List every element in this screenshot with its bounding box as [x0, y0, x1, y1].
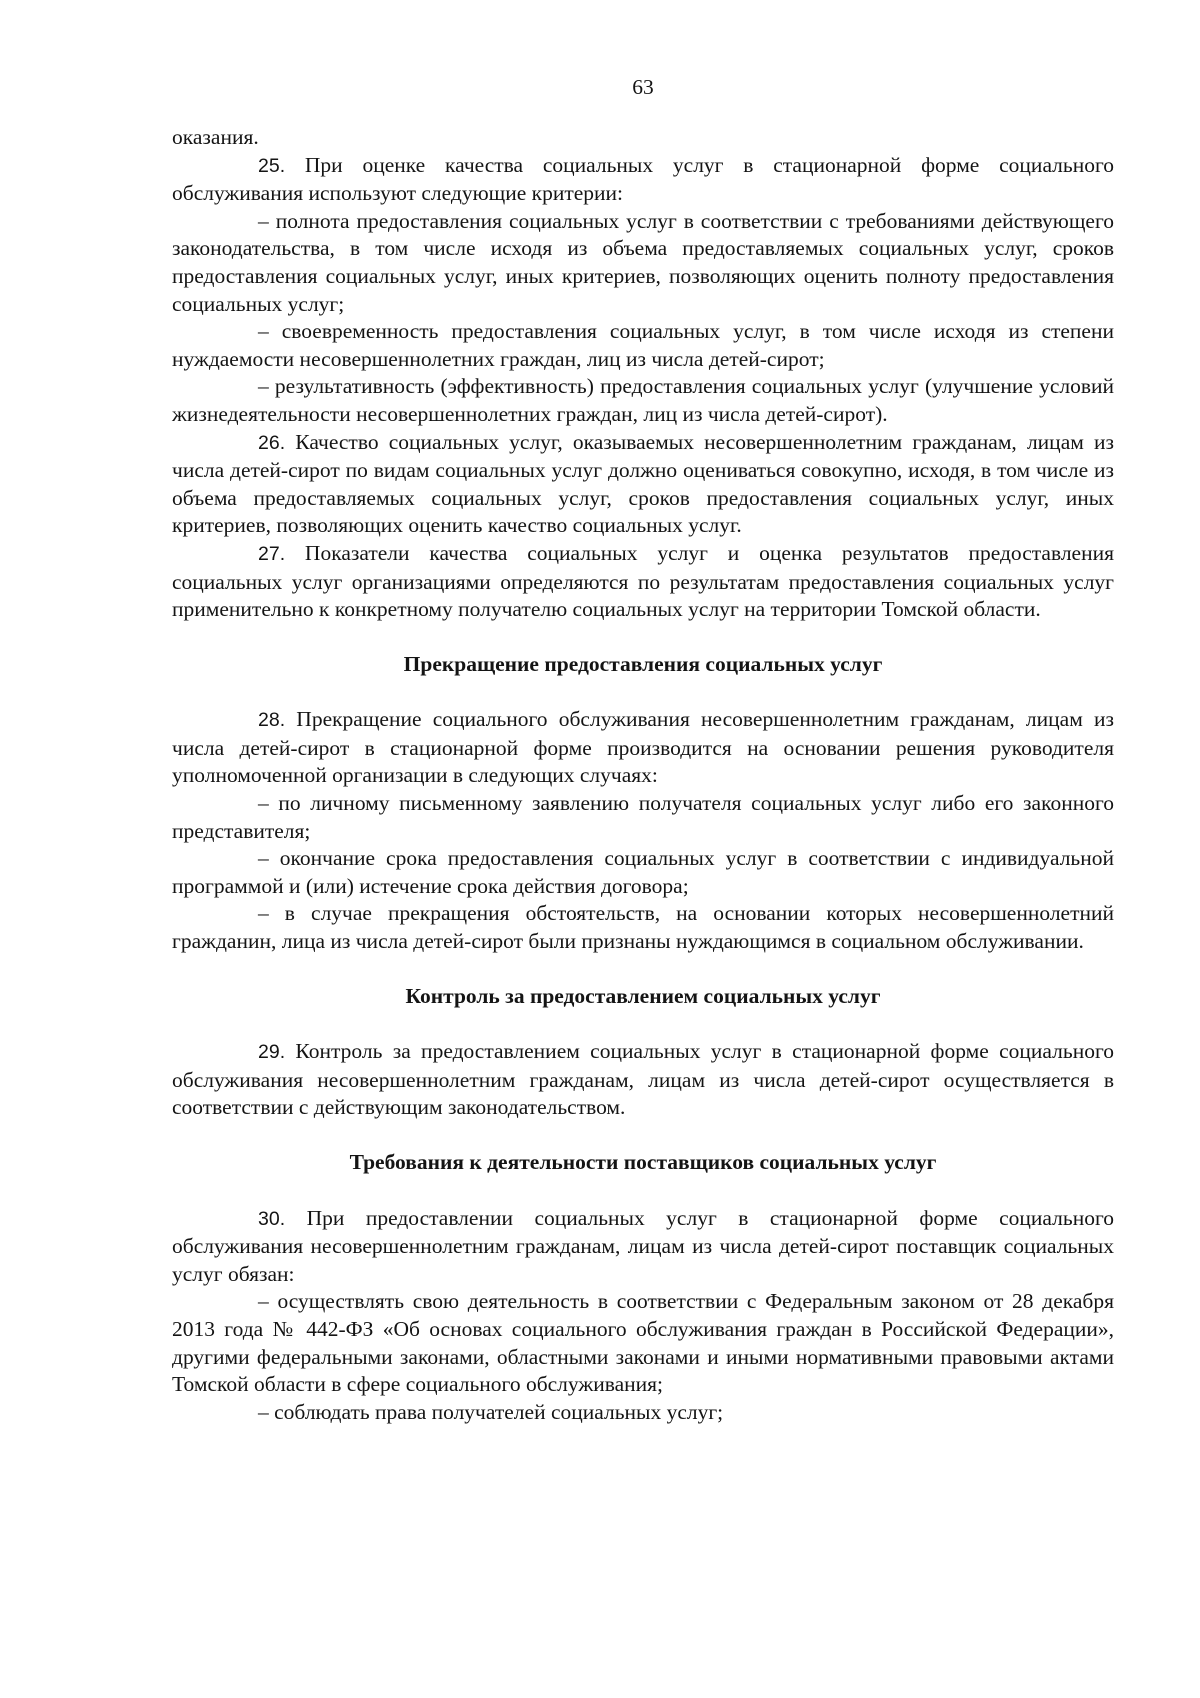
paragraph-number: 25.	[258, 154, 286, 177]
lead-text: оказания.	[172, 125, 259, 149]
document-section	[172, 152, 1114, 624]
document-section	[172, 983, 1114, 1122]
paragraph-text: – полнота предоставления социальных услуг в соответствии с требованиями действующего законодательства, в том числе исходя из объема предоставляемых социальных услуг, сроков предоставления социальных услуг, иных критериев, позволяющих оценить полноту предоставления социальных услуг;	[172, 208, 1114, 316]
section-heading: Требования к деятельности поставщиков социальных услуг	[349, 1150, 937, 1174]
list-item	[172, 208, 1114, 318]
paragraph-text: При оценке качества социальных услуг в стационарной форме социального обслуживания используют следующие критерии:	[172, 152, 1114, 206]
list-item	[172, 790, 1114, 845]
list-item	[172, 1288, 1114, 1398]
paragraph-text: – окончание срока предоставления социальных услуг в соответствии с индивидуальной программой и (или) истечение срока действия договора;	[172, 846, 1114, 898]
list-item	[172, 845, 1114, 900]
paragraph-number: 30.	[258, 1207, 286, 1230]
paragraph-text: – по личному письменному заявлению получателя социальных услуг либо его законного представителя;	[172, 791, 1114, 843]
paragraph-text: Качество социальных услуг, оказываемых несовершеннолетним гражданам, лицам из числа детей-сирот по видам социальных услуг должно оцениваться совокупно, исходя, в том числе из объема предоставляемых социальных услуг, сроков предоставления социальных услуг, иных критериев, позволяющих оценить качество социальных услуг.	[172, 429, 1114, 538]
document-page	[172, 0, 1114, 1698]
list-item	[172, 373, 1114, 428]
paragraph-number: 28.	[258, 709, 286, 732]
numbered-paragraph	[172, 152, 1114, 208]
numbered-paragraph	[172, 1038, 1114, 1122]
paragraph-number: 29.	[258, 1041, 286, 1064]
document-body	[172, 124, 1114, 1426]
paragraph-text: – своевременность предоставления социальных услуг, в том числе исходя из степени нуждаемости несовершеннолетних граждан, лиц из числа детей-сирот;	[172, 319, 1114, 371]
paragraph-number: 27.	[258, 542, 286, 565]
paragraph-number: 26.	[258, 431, 286, 454]
section-heading: Прекращение предоставления социальных услуг	[403, 651, 883, 676]
paragraph-text: Прекращение социального обслуживания несовершеннолетним гражданам, лицам из числа детей-сирот в стационарной форме производится на основании решения руководителя уполномоченной организации в следующих случаях:	[172, 707, 1114, 788]
paragraph-text: Контроль за предоставлением социальных услуг в стационарной форме социального обслуживания несовершеннолетним гражданам, лицам из числа детей-сирот осуществляется в соответствии с действующим законодательством.	[172, 1039, 1114, 1120]
paragraph-text: – соблюдать права получателей социальных услуг;	[258, 1399, 724, 1424]
list-item	[172, 1399, 1114, 1427]
paragraph-text: Показатели качества социальных услуг и оценка результатов предоставления социальных услуг организациями определяются по результатам предоставления социальных услуг применительно к конкретному получателю социальных услуг на территории Томской области.	[172, 540, 1114, 622]
paragraph-text: – результативность (эффективность) предоставления социальных услуг (улучшение условий жизнедеятельности несовершеннолетних граждан, лиц из числа детей-сирот).	[172, 374, 1114, 426]
numbered-paragraph	[172, 1205, 1114, 1289]
numbered-paragraph	[172, 706, 1114, 790]
numbered-paragraph	[172, 540, 1114, 624]
paragraph-text: – осуществлять свою деятельность в соответствии с Федеральным законом от 28 декабря 2013 года № 442-ФЗ «Об основах социального обслуживания граждан в Российской Федерации», другими федеральными законами, областными законами и иными нормативными правовыми актами Томской области в сфере социального обслуживания;	[172, 1289, 1114, 1397]
paragraph-text: При предоставлении социальных услуг в стационарной форме социального обслуживания несовершеннолетним гражданам, лицам из числа детей-сирот поставщик социальных услуг обязан:	[172, 1205, 1114, 1286]
document-section	[172, 651, 1114, 956]
page-number: 63	[632, 75, 654, 99]
section-heading: Контроль за предоставлением социальных услуг	[405, 983, 881, 1008]
list-item	[172, 318, 1114, 373]
document-sections	[172, 152, 1114, 1427]
paragraph-text: – в случае прекращения обстоятельств, на основании которых несовершеннолетний гражданин, лица из числа детей-сирот были признаны нуждающимся в социальном обслуживании.	[172, 901, 1114, 954]
numbered-paragraph	[172, 429, 1114, 540]
list-item	[172, 900, 1114, 955]
document-section	[172, 1149, 1114, 1426]
